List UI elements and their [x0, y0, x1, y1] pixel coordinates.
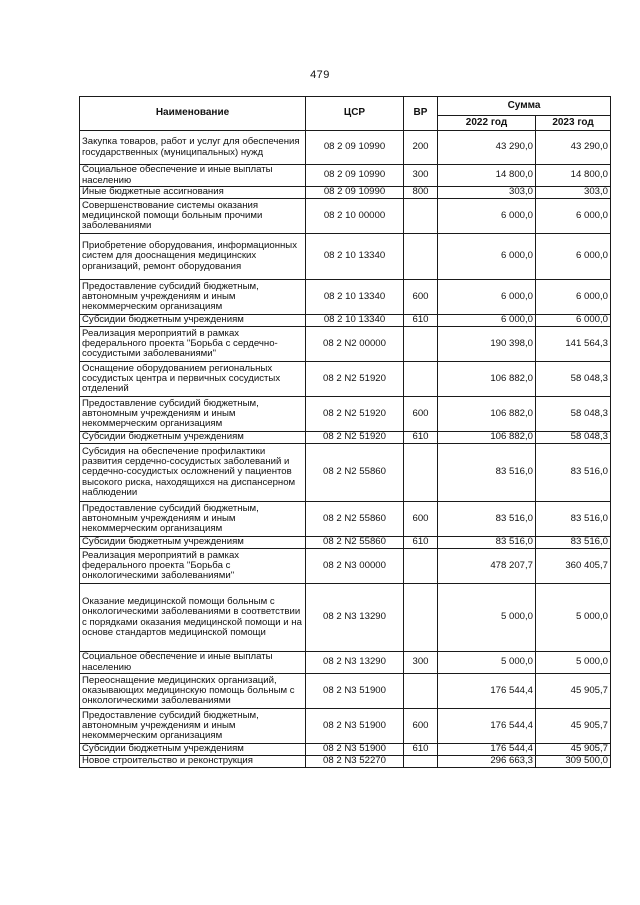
row-sum-2023-cell: 43 290,0	[536, 131, 611, 165]
row-name-cell: Приобретение оборудования, информационных систем для дооснащения медицинских организаций, ремонт оборудования	[80, 234, 306, 280]
page-number: 479	[310, 69, 330, 81]
header-name: Наименование	[80, 97, 306, 131]
row-name-cell: Субсидия на обеспечение профилактики развития сердечно-сосудистых заболеваний и сердечно-сосудистых осложнений у пациентов высокого риска, находящихся на диспансерном наблюдении	[80, 444, 306, 502]
row-name-cell: Субсидии бюджетным учреждениям	[80, 432, 306, 444]
row-name-cell: Новое строительство и реконструкция	[80, 756, 306, 768]
row-vr-cell	[404, 674, 438, 709]
row-csr-cell: 08 2 N2 51920	[306, 362, 404, 397]
row-vr-cell: 300	[404, 165, 438, 187]
row-csr-cell: 08 2 N2 55860	[306, 537, 404, 549]
row-name-cell: Закупка товаров, работ и услуг для обеспечения государственных (муниципальных) нужд	[80, 131, 306, 165]
row-vr-cell: 610	[404, 744, 438, 756]
row-sum-2022-cell: 176 544,4	[438, 744, 536, 756]
row-sum-2023-cell: 83 516,0	[536, 444, 611, 502]
row-vr-cell: 600	[404, 502, 438, 537]
table-row	[80, 674, 611, 709]
row-sum-2023-cell: 45 905,7	[536, 709, 611, 744]
row-vr-cell: 800	[404, 187, 438, 199]
table-row	[80, 362, 611, 397]
row-name-cell: Оснащение оборудованием региональных сосудистых центра и первичных сосудистых отделений	[80, 362, 306, 397]
row-csr-cell: 08 2 N3 51900	[306, 674, 404, 709]
row-sum-2022-cell: 6 000,0	[438, 199, 536, 234]
row-sum-2022-cell: 303,0	[438, 187, 536, 199]
row-sum-2023-cell: 45 905,7	[536, 674, 611, 709]
header-vr: ВР	[404, 97, 438, 131]
row-csr-cell: 08 2 N3 51900	[306, 709, 404, 744]
row-csr-cell: 08 2 N3 52270	[306, 756, 404, 768]
row-vr-cell: 600	[404, 397, 438, 432]
row-csr-cell: 08 2 N3 13290	[306, 584, 404, 652]
row-csr-cell: 08 2 09 10990	[306, 131, 404, 165]
table-row	[80, 537, 611, 549]
table-body	[80, 131, 611, 768]
row-sum-2023-cell: 45 905,7	[536, 744, 611, 756]
row-vr-cell	[404, 756, 438, 768]
row-name-cell: Предоставление субсидий бюджетным, автономным учреждениям и иным некоммерческим организациям	[80, 397, 306, 432]
row-sum-2023-cell: 14 800,0	[536, 165, 611, 187]
row-name-cell: Предоставление субсидий бюджетным, автономным учреждениям и иным некоммерческим организациям	[80, 502, 306, 537]
row-sum-2022-cell: 43 290,0	[438, 131, 536, 165]
table-row	[80, 652, 611, 674]
table-row	[80, 327, 611, 362]
row-sum-2023-cell: 5 000,0	[536, 652, 611, 674]
row-sum-2023-cell: 360 405,7	[536, 549, 611, 584]
row-sum-2023-cell: 6 000,0	[536, 199, 611, 234]
row-sum-2023-cell: 5 000,0	[536, 584, 611, 652]
row-name-cell: Предоставление субсидий бюджетным, автономным учреждениям и иным некоммерческим организациям	[80, 709, 306, 744]
row-sum-2022-cell: 6 000,0	[438, 234, 536, 280]
row-name-cell: Субсидии бюджетным учреждениям	[80, 315, 306, 327]
row-csr-cell: 08 2 N2 00000	[306, 327, 404, 362]
row-sum-2023-cell: 6 000,0	[536, 315, 611, 327]
row-sum-2022-cell: 176 544,4	[438, 674, 536, 709]
row-vr-cell: 300	[404, 652, 438, 674]
row-sum-2022-cell: 83 516,0	[438, 537, 536, 549]
row-sum-2023-cell: 58 048,3	[536, 397, 611, 432]
row-sum-2022-cell: 6 000,0	[438, 280, 536, 315]
row-name-cell: Оказание медицинской помощи больным с онкологическими заболеваниями в соответствии с порядками оказания медицинской помощи и на основе стандартов медицинской помощи	[80, 584, 306, 652]
table-row	[80, 444, 611, 502]
row-sum-2022-cell: 83 516,0	[438, 444, 536, 502]
row-sum-2023-cell: 141 564,3	[536, 327, 611, 362]
table-row	[80, 744, 611, 756]
row-sum-2022-cell: 106 882,0	[438, 397, 536, 432]
row-sum-2022-cell: 5 000,0	[438, 584, 536, 652]
row-vr-cell: 610	[404, 315, 438, 327]
row-csr-cell: 08 2 N3 51900	[306, 744, 404, 756]
header-sum: Сумма	[438, 97, 611, 116]
table-row	[80, 502, 611, 537]
row-csr-cell: 08 2 N2 55860	[306, 444, 404, 502]
table-row	[80, 397, 611, 432]
row-vr-cell	[404, 234, 438, 280]
row-csr-cell: 08 2 N2 55860	[306, 502, 404, 537]
table-row	[80, 756, 611, 768]
row-vr-cell: 610	[404, 432, 438, 444]
table-row	[80, 280, 611, 315]
row-vr-cell	[404, 327, 438, 362]
row-csr-cell: 08 2 10 00000	[306, 199, 404, 234]
row-csr-cell: 08 2 10 13340	[306, 315, 404, 327]
row-sum-2023-cell: 58 048,3	[536, 432, 611, 444]
row-sum-2022-cell: 6 000,0	[438, 315, 536, 327]
row-name-cell: Иные бюджетные ассигнования	[80, 187, 306, 199]
table-row	[80, 131, 611, 165]
row-csr-cell: 08 2 N3 00000	[306, 549, 404, 584]
row-vr-cell	[404, 199, 438, 234]
row-sum-2022-cell: 190 398,0	[438, 327, 536, 362]
row-sum-2022-cell: 106 882,0	[438, 432, 536, 444]
row-csr-cell: 08 2 N2 51920	[306, 432, 404, 444]
row-csr-cell: 08 2 N3 13290	[306, 652, 404, 674]
table-row	[80, 315, 611, 327]
row-name-cell: Субсидии бюджетным учреждениям	[80, 537, 306, 549]
row-name-cell: Социальное обеспечение и иные выплаты населению	[80, 652, 306, 674]
row-name-cell: Совершенствование системы оказания медицинской помощи больным прочими заболеваниями	[80, 199, 306, 234]
row-vr-cell: 600	[404, 280, 438, 315]
row-name-cell: Субсидии бюджетным учреждениям	[80, 744, 306, 756]
table-row	[80, 584, 611, 652]
row-sum-2022-cell: 296 663,3	[438, 756, 536, 768]
row-sum-2023-cell: 6 000,0	[536, 280, 611, 315]
row-name-cell: Реализация мероприятий в рамках федерального проекта "Борьба с сердечно-сосудистыми заболеваниями"	[80, 327, 306, 362]
row-csr-cell: 08 2 10 13340	[306, 234, 404, 280]
row-sum-2023-cell: 83 516,0	[536, 502, 611, 537]
row-sum-2022-cell: 176 544,4	[438, 709, 536, 744]
table-row	[80, 549, 611, 584]
row-sum-2023-cell: 303,0	[536, 187, 611, 199]
row-vr-cell: 200	[404, 131, 438, 165]
row-csr-cell: 08 2 09 10990	[306, 165, 404, 187]
table-row	[80, 165, 611, 187]
row-vr-cell	[404, 549, 438, 584]
row-vr-cell: 600	[404, 709, 438, 744]
row-sum-2022-cell: 478 207,7	[438, 549, 536, 584]
row-sum-2022-cell: 5 000,0	[438, 652, 536, 674]
table-row	[80, 709, 611, 744]
row-name-cell: Социальное обеспечение и иные выплаты населению	[80, 165, 306, 187]
row-csr-cell: 08 2 09 10990	[306, 187, 404, 199]
row-sum-2023-cell: 83 516,0	[536, 537, 611, 549]
header-csr: ЦСР	[306, 97, 404, 131]
row-vr-cell: 610	[404, 537, 438, 549]
header-year-2022: 2022 год	[438, 116, 536, 131]
row-sum-2023-cell: 58 048,3	[536, 362, 611, 397]
row-sum-2023-cell: 309 500,0	[536, 756, 611, 768]
table-row	[80, 234, 611, 280]
row-sum-2023-cell: 6 000,0	[536, 234, 611, 280]
row-name-cell: Предоставление субсидий бюджетным, автономным учреждениям и иным некоммерческим организациям	[80, 280, 306, 315]
table-row	[80, 199, 611, 234]
table-row	[80, 187, 611, 199]
row-csr-cell: 08 2 N2 51920	[306, 397, 404, 432]
row-name-cell: Реализация мероприятий в рамках федерального проекта "Борьба с онкологическими заболеваниями"	[80, 549, 306, 584]
row-sum-2022-cell: 14 800,0	[438, 165, 536, 187]
row-vr-cell	[404, 584, 438, 652]
table-row	[80, 432, 611, 444]
budget-table	[79, 96, 611, 768]
row-sum-2022-cell: 106 882,0	[438, 362, 536, 397]
row-vr-cell	[404, 444, 438, 502]
header-year-2023: 2023 год	[536, 116, 611, 131]
row-csr-cell: 08 2 10 13340	[306, 280, 404, 315]
row-sum-2022-cell: 83 516,0	[438, 502, 536, 537]
row-vr-cell	[404, 362, 438, 397]
row-name-cell: Переоснащение медицинских организаций, оказывающих медицинскую помощь больным с онкологическими заболеваниями	[80, 674, 306, 709]
